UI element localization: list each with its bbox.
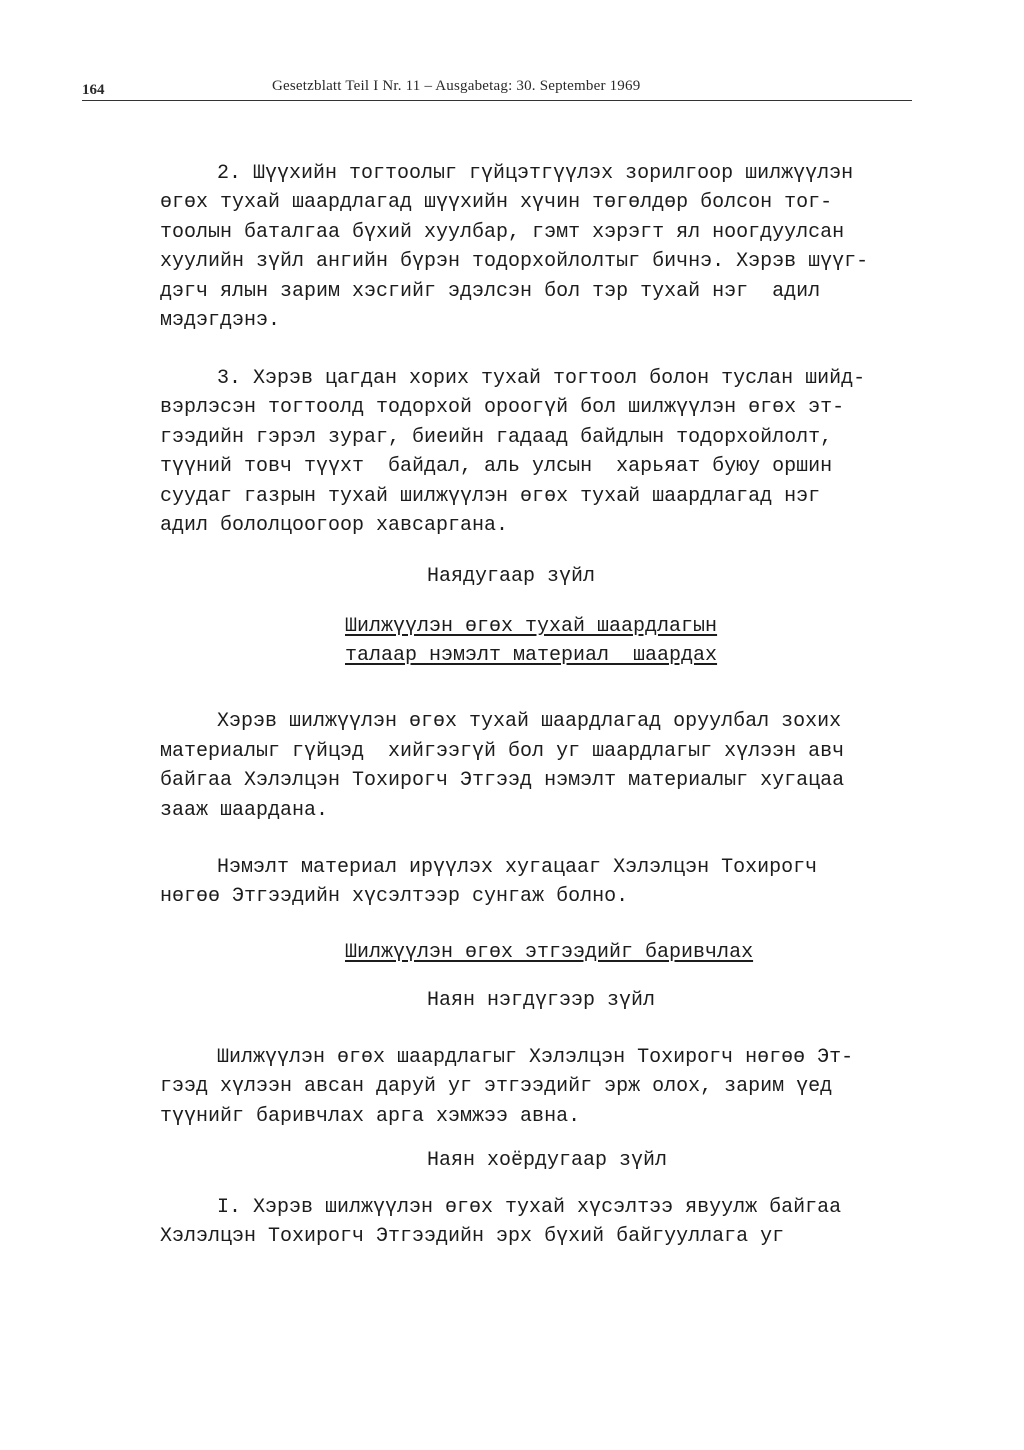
text-line: адил бололцоогоор хавсаргана. (160, 514, 509, 537)
text-line: материалыг гүйцэд хийгээгүй бол уг шаардлагыг хүлээн авч (160, 740, 845, 763)
article-80-title: Шилжүүлэн өгөх тухай шаардлагын (345, 615, 718, 638)
text-line: тоолын баталгаа бүхий хуулбар, гэмт хэрэгт ял ноогдуулсан (160, 221, 845, 244)
text-line: өгөх тухай шаардлагад шүүхийн хүчин төгөлдөр болсон тог- (160, 191, 833, 214)
article-80-number: Наядугаар зүйл (427, 565, 596, 588)
text-line: гээдийн гэрэл зураг, биеийн гадаад байдлын тодорхойлолт, (160, 426, 833, 449)
text-line: 3. Хэрэв цагдан хорих тухай тогтоол болон туслан шийд- (217, 367, 866, 390)
text-line: Хэрэв шилжүүлэн өгөх тухай шаардлагад оруулбал зохих (217, 710, 842, 733)
gazette-title: Gesetzblatt Teil I Nr. 11 – Ausgabetag: 30. September 1969 (272, 78, 641, 94)
text-line: Шилжүүлэн өгөх шаардлагыг Хэлэлцэн Тохирогч нөгөө Эт- (217, 1046, 854, 1069)
text-line: хуулийн зүйл ангийн бүрэн тодорхойлолтыг бичнэ. Хэрэв шүүг- (160, 250, 869, 273)
text-line: I. Хэрэв шилжүүлэн өгөх тухай хүсэлтээ явуулж байгаа (217, 1196, 842, 1219)
section-arrest-title: Шилжүүлэн өгөх этгээдийг баривчлах (345, 941, 754, 964)
article-80-title: талаар нэмэлт материал шаардах (345, 644, 718, 667)
page-number: 164 (82, 82, 105, 98)
article-81-number: Наян нэгдүгээр зүйл (427, 989, 656, 1012)
text-line: дэгч ялын зарим хэсгийг эдэлсэн бол тэр тухай нэг адил (160, 280, 821, 303)
text-line: Нэмэлт материал ирүүлэх хугацааг Хэлэлцэн Тохирогч (217, 856, 818, 879)
header-rule (82, 100, 912, 101)
article-82-number: Наян хоёрдугаар зүйл (427, 1149, 668, 1172)
text-line: вэрлэсэн тогтоолд тодорхой ороогүй бол шилжүүлэн өгөх эт- (160, 396, 845, 419)
text-line: нөгөө Этгээдийн хүсэлтээр сунгаж болно. (160, 885, 629, 908)
page-header (82, 76, 912, 104)
text-line: түүнийг баривчлах арга хэмжээ авна. (160, 1105, 581, 1128)
text-line: байгаа Хэлэлцэн Тохирогч Этгээд нэмэлт материалыг хугацаа (160, 769, 845, 792)
text-line: Хэлэлцэн Тохирогч Этгээдийн эрх бүхий байгууллага уг (160, 1225, 785, 1248)
text-line: гээд хүлээн авсан даруй уг этгээдийг эрж олох, зарим үед (160, 1075, 833, 1098)
text-line: 2. Шүүхийн тогтоолыг гүйцэтгүүлэх зорилгоор шилжүүлэн (217, 162, 854, 185)
text-line: мэдэгдэнэ. (160, 309, 281, 332)
text-line: суудаг газрын тухай шилжүүлэн өгөх тухай шаардлагад нэг (160, 485, 821, 508)
text-line: зааж шаардана. (160, 799, 329, 822)
text-line: түүний товч түүхт байдал, аль улсын харьяат буюу оршин (160, 455, 833, 478)
